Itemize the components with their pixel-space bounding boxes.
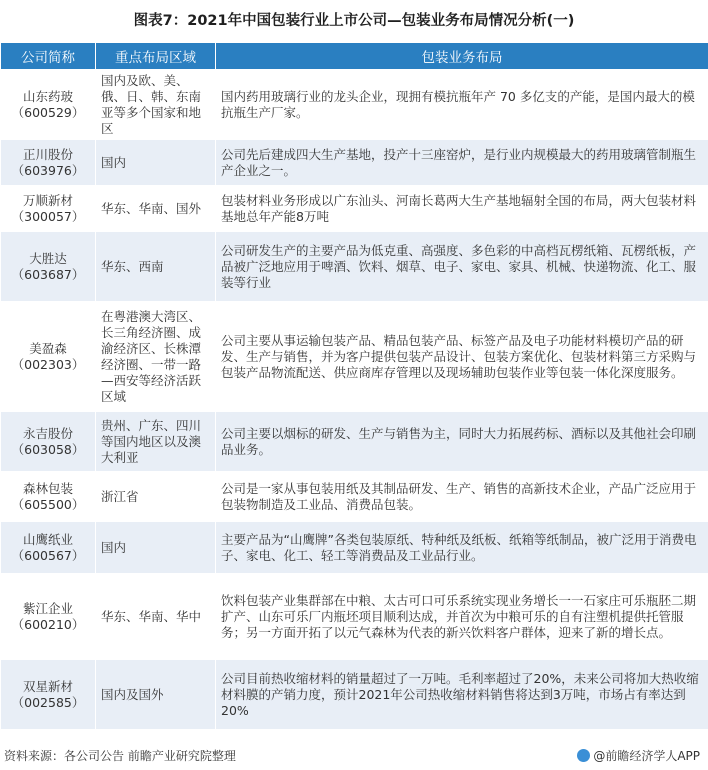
business-cell: 公司主要从事运输包装产品、精品包装产品、标签产品及电子功能材料模切产品的研发、生产与销售，并为客户提供包装产品设计、包装方案优化、包装材料第三方采购与包装产品物流配送、供应商库存管理以及现场辅助包装作业等包装一体化深度服务。 — [216, 302, 708, 412]
stock-code: （603687） — [11, 266, 85, 282]
company-name: 森林包装 — [22, 480, 73, 496]
business-cell: 主要产品为“山鹰牌”各类包装原纸、特种纸及纸板、纸箱等纸制品，被广泛用于消费电子、家电、化工、轻工等消费品及工业品行业。 — [216, 522, 708, 574]
business-cell: 国内药用玻璃行业的龙头企业，现拥有模抗瓶年产 70 多亿支的产能，是国内最大的模抗瓶生产厂家。 — [216, 70, 708, 140]
table-row — [1, 232, 708, 302]
business-cell: 公司先后建成四大生产基地，投产十三座窑炉，是行业内规模最大的药用玻璃管制瓶生产企业之一。 — [216, 140, 708, 186]
company-name: 大胜达 — [29, 250, 67, 266]
region-cell: 国内及欧、美、俄、日、韩、东南亚等多个国家和地区 — [96, 70, 216, 140]
region-cell: 贵州、广东、四川等国内地区以及澳大利亚 — [96, 412, 216, 472]
stock-code: （605500） — [11, 496, 85, 512]
business-cell: 公司目前热收缩材料的销量超过了一万吨。毛利率超过了20%，未来公司将加大热收缩材料膜的产销力度，预计2021年公司热收缩材料销售将达到3万吨，市场占有率达到20% — [216, 660, 708, 730]
table-row — [1, 412, 708, 472]
page-title: 图表7：2021年中国包装行业上市公司—包装业务布局情况分析(一) — [133, 13, 575, 29]
business-cell: 公司主要以烟标的研发、生产与销售为主，同时大力拓展药标、酒标以及其他社会印刷品业务。 — [216, 412, 708, 472]
company-name: 正川股份 — [22, 146, 73, 162]
header-company: 公司简称 — [1, 43, 96, 70]
stock-code: （600567） — [11, 547, 85, 563]
company-name: 山鹰纸业 — [22, 531, 73, 547]
company-cell — [1, 660, 96, 730]
region-cell: 国内 — [96, 522, 216, 574]
stock-code: （600210） — [11, 616, 85, 632]
table-row — [1, 522, 708, 574]
business-cell: 包装材料业务形成以广东汕头、河南长葛两大生产基地辐射全国的布局，两大包装材料基地总年产能8万吨 — [216, 186, 708, 232]
table-row — [1, 472, 708, 522]
stock-code: （002303） — [11, 356, 85, 372]
stock-code: （300057） — [11, 208, 85, 224]
company-table — [0, 42, 708, 730]
table-row — [1, 140, 708, 186]
company-cell — [1, 302, 96, 412]
table-header-row — [1, 43, 708, 70]
business-cell: 公司是一家从事包装用纸及其制品研发、生产、销售的高新技术企业，产品广泛应用于包装物制造及工业品、消费品包装。 — [216, 472, 708, 522]
company-cell — [1, 412, 96, 472]
company-cell — [1, 186, 96, 232]
stock-code: （600529） — [11, 104, 85, 120]
source-note: 资料来源：各公司公告 前瞻产业研究院整理 — [4, 749, 236, 763]
stock-code: （002585） — [11, 694, 85, 710]
company-name: 万顺新材 — [22, 192, 73, 208]
region-cell: 华东、华南、国外 — [96, 186, 216, 232]
company-cell — [1, 70, 96, 140]
footer — [0, 742, 708, 768]
company-name: 美盈森 — [29, 340, 67, 356]
region-cell: 国内 — [96, 140, 216, 186]
region-cell: 浙江省 — [96, 472, 216, 522]
region-cell: 国内及国外 — [96, 660, 216, 730]
company-cell — [1, 472, 96, 522]
stock-code: （603058） — [11, 441, 85, 457]
header-region: 重点布局区域 — [96, 43, 216, 70]
header-business: 包装业务布局 — [216, 43, 708, 70]
business-cell: 饮料包装产业集群部在中粮、太古可口可乐系统实现业务增长一一石家庄可乐瓶胚二期扩产、山东可乐厂内瓶坯项目顺利达成，并首次为中粮可乐的自有注塑机提供托管服务；另一方面开拓了以元气森林为代表的新兴饮料客户群体，迎来了新的增长点。 — [216, 574, 708, 660]
company-name: 紫江企业 — [22, 600, 73, 616]
company-cell — [1, 522, 96, 574]
region-cell: 华东、华南、华中 — [96, 574, 216, 660]
brand-text: @前瞻经济学人APP — [593, 749, 700, 763]
table-row — [1, 70, 708, 140]
table-row — [1, 574, 708, 660]
company-name: 山东药玻 — [22, 88, 73, 104]
company-name: 永吉股份 — [22, 425, 73, 441]
company-cell — [1, 574, 96, 660]
stock-code: （603976） — [11, 162, 85, 178]
region-cell: 华东、西南 — [96, 232, 216, 302]
business-cell: 公司研发生产的主要产品为低克重、高强度、多色彩的中高档瓦楞纸箱、瓦楞纸板，产品被广泛地应用于啤酒、饮料、烟草、电子、家电、家具、机械、快递物流、化工、服装等行业 — [216, 232, 708, 302]
company-cell — [1, 232, 96, 302]
table-row — [1, 660, 708, 730]
region-cell: 在粤港澳大湾区、长三角经济圈、成渝经济区、长株潭经济圈、一带一路—西安等经济活跃区域 — [96, 302, 216, 412]
table-row — [1, 186, 708, 232]
company-cell — [1, 140, 96, 186]
brand-credit — [577, 747, 700, 764]
company-name: 双星新材 — [22, 678, 73, 694]
brand-logo-icon — [577, 749, 590, 762]
table-row — [1, 302, 708, 412]
